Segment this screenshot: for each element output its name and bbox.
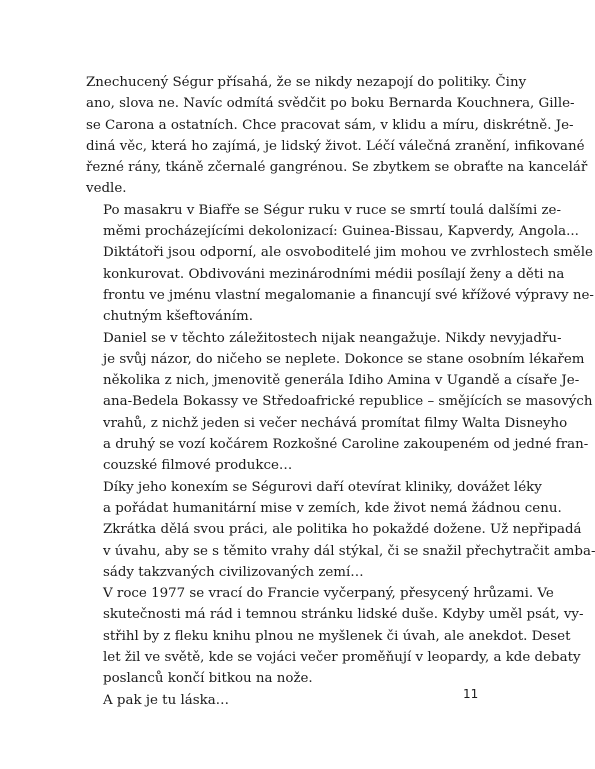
text-line: a pořádat humanitární mise v zemích, kde život nemá žádnou cenu.: [103, 500, 562, 516]
text-line: vrahů, z nichž jeden si večer nechává promítat filmy Walta Disneyho: [103, 415, 568, 431]
text-line: řezné rány, tkáně zčernalé gangrénou. Se zbytkem se obraťte na kancelář: [86, 160, 588, 176]
text-line: skutečnosti má rád i temnou stránku lidské duše. Kdyby uměl psát, vy-: [103, 607, 584, 623]
text-line: A pak je tu láska…: [103, 692, 230, 708]
text-line: Díky jeho konexím se Ségurovi daří otevírat kliniky, dovážet léky: [103, 479, 542, 495]
text-line: Po masakru v Biafře se Ségur ruku v ruce se smrtí toulá dalšími ze-: [103, 202, 562, 218]
text-line: Zkrátka dělá svou práci, ale politika ho pokaždé dožene. Už nepřipadá: [103, 522, 582, 538]
text-line: chutným kšeftováním.: [103, 309, 253, 325]
text-line: konkurovat. Obdivováni mezinárodními médii posílají ženy a děti na: [103, 266, 565, 282]
text-line: v úvahu, aby se s těmito vrahy dál stýkal, či se snažil přechytračit amba-: [103, 543, 595, 559]
text-line: střihl by z fleku knihu plnou ne myšlenek či úvah, ale anekdot. Deset: [103, 628, 571, 644]
text-line: několika z nich, jmenovitě generála Idiho Amina v Ugandě a císaře Je-: [103, 373, 580, 389]
text-line: ano, slova ne. Navíc odmítá svědčit po boku Bernarda Kouchnera, Gille-: [86, 96, 575, 112]
text-line: frontu ve jménu vlastní megalomanie a financují své křížové výpravy ne-: [103, 287, 594, 303]
paragraph: [86, 690, 458, 711]
paragraph: [86, 583, 584, 689]
text-line: je svůj názor, do ničeho se neplete. Dokonce se stane osobním lékařem: [103, 351, 585, 367]
text-line: se Carona a ostatních. Chce pracovat sám, v klidu a míru, diskrétně. Je-: [86, 117, 574, 133]
text-line: Daniel se v těchto záležitostech nijak neangažuje. Nikdy nevyjadřu-: [103, 330, 562, 346]
text-line: ana-Bedela Bokassy ve Středoafrické republice – smějících se masových: [103, 394, 593, 410]
text-line: poslanců končí bitkou na nože.: [103, 671, 313, 687]
text-line: diná věc, která ho zajímá, je lidský život. Léčí válečná zranění, infikované: [86, 138, 585, 154]
paragraph: [86, 328, 593, 477]
paragraph: [86, 200, 594, 328]
text-line: couzské filmové produkce…: [103, 458, 293, 474]
page-number: 11: [463, 687, 479, 701]
text-line: let žil ve světě, kde se vojáci večer proměňují v leopardy, a kde debaty: [103, 650, 581, 666]
text-line: Znechucený Ségur přísahá, že se nikdy nezapojí do politiky. Činy: [86, 75, 527, 90]
text-line: V roce 1977 se vrací do Francie vyčerpaný, přesycený hrůzami. Ve: [103, 586, 554, 602]
text-line: a druhý se vozí kočárem Rozkošné Caroline zakoupeném od jedné fran-: [103, 437, 589, 453]
paragraph: [86, 72, 588, 200]
paragraph: [86, 477, 595, 583]
text-line: Diktátoři jsou odporní, ale osvoboditelé jim mohou ve zvrhlostech směle: [103, 245, 593, 261]
text-line: vedle.: [86, 181, 127, 197]
text-line: měmi procházejícími dekolonizací: Guinea-Bissau, Kapverdy, Angola...: [103, 224, 579, 240]
text-line: sády takzvaných civilizovaných zemí…: [103, 564, 364, 580]
